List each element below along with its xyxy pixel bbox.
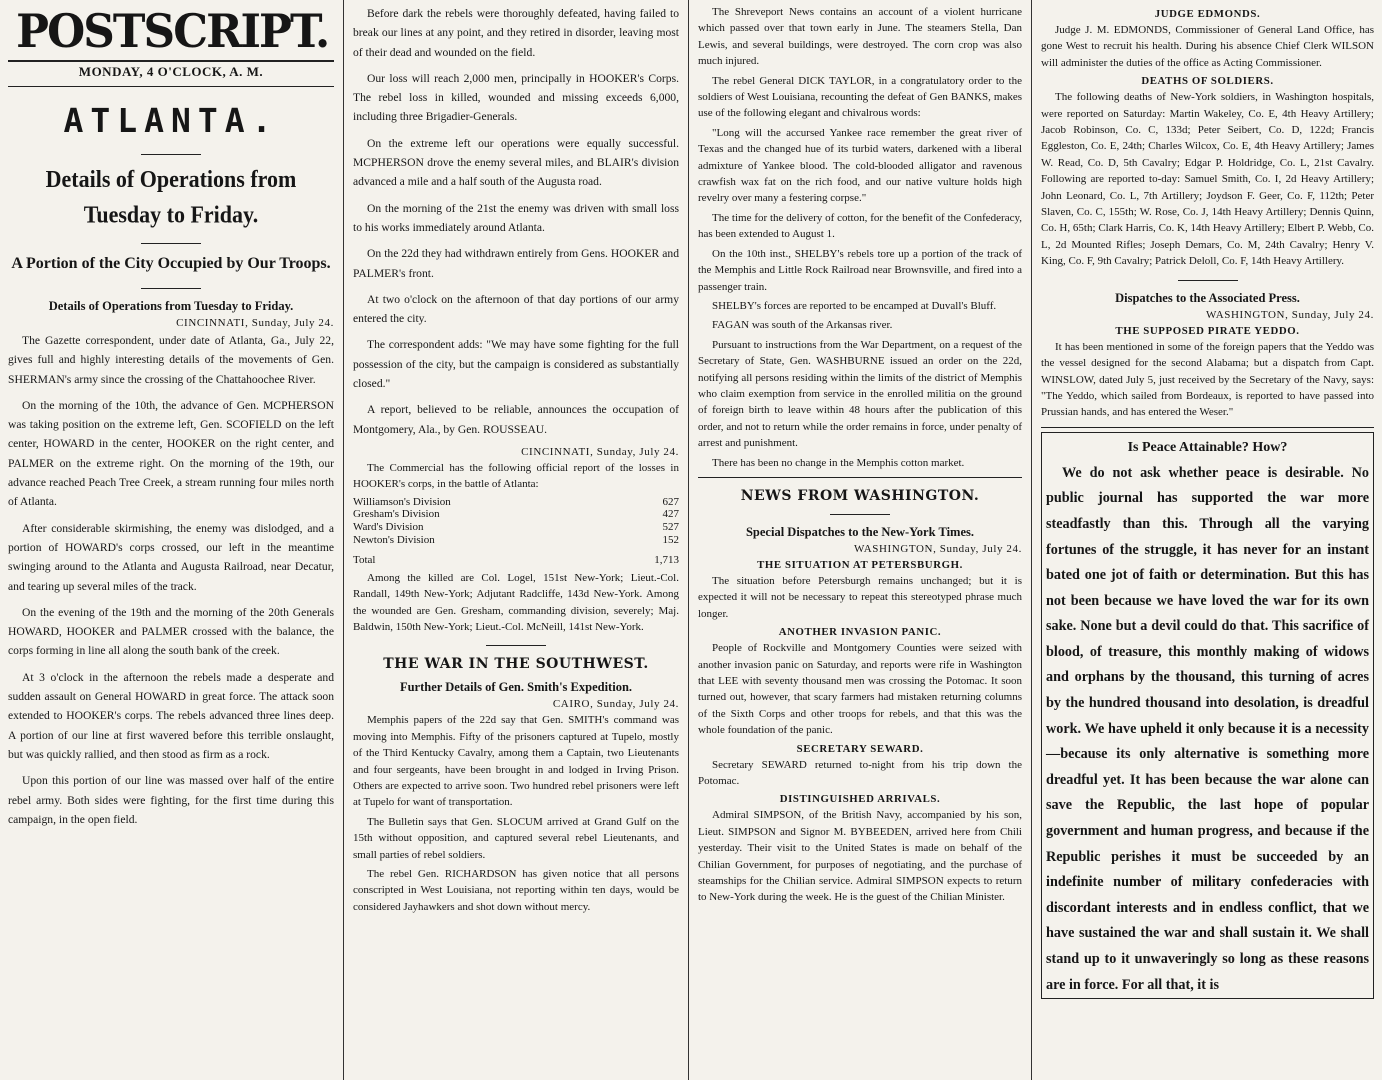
paragraph: The time for the delivery of cotton, for the benefit of the Confederacy, has been extended to August 1.: [698, 211, 1022, 241]
dateline: CAIRO, Sunday, July 24.: [552, 698, 679, 711]
deck-operations: Details of Operations from Tuesday to Friday.: [45, 165, 297, 228]
divider: [141, 288, 201, 289]
total-label: Total: [353, 554, 376, 567]
divider: [141, 243, 201, 244]
column-rule: [343, 0, 344, 1080]
column-4: [1033, 0, 1382, 1080]
paragraph: A report, believed to be reliable, announces the occupation of Montgomery, Ala., by Gen. ROUSSEAU.: [353, 403, 679, 436]
paragraph: At two o'clock on the afternoon of that day portions of our army entered the city.: [353, 292, 679, 326]
paragraph: Our loss will reach 2,000 men, principally in HOOKER's Corps. The rebel loss in killed, wounded and missing exceeds 6,000, including three Brigadier-Generals.: [353, 71, 679, 124]
divider: [698, 477, 1022, 478]
headline-southwest: THE WAR IN THE SOUTHWEST.: [383, 656, 649, 673]
column-rule: [688, 0, 689, 1080]
loss-row: [353, 521, 679, 534]
paragraph: Upon this portion of our line was massed over half of the entire rebel army. Both sides were fighting, for the first time during this campaign, in the open field.: [8, 774, 334, 826]
paragraph: Memphis papers of the 22d say that Gen. SMITH's command was moving into Memphis. Fifty of the prisoners captured at Tupelo, mostly of the Third Kentucky Cavalry, among them a Captain, two Lieutenants and four sergeants, have been brought in and lodged in Irving Prison. Others are expected to arrive soon. Two hundred rebel prisoners were left at Tupelo for want of transportation.: [353, 714, 679, 809]
section-heading: THE SITUATION AT PETERSBURGH.: [757, 558, 963, 571]
divider: [486, 645, 546, 646]
paragraph: People of Rockville and Montgomery Counties were seized with another invasion panic on Saturday, and reports were rife in Washington that LEE with seventy thousand men was crossing the Potomac. It soon turned out, however, that scary farmers had mistaken returning columns of the Sixth Corps and other troops for rebels, and that this was the whole foundation of the panic.: [698, 642, 1022, 737]
editorial-box: [1041, 432, 1374, 999]
editorial-title: Is Peace Attainable? How?: [1127, 439, 1288, 455]
paragraph: After considerable skirmishing, the enemy was dislodged, and a portion of HOWARD's corps crossed, our left in the meantime swinging around to the Atlanta and Augusta Railroad, near Decatur, and tearing up several miles of the track.: [8, 521, 334, 593]
loss-count: 627: [662, 495, 679, 508]
deck-city-occupied: A Portion of the City Occupied by Our Troops.: [11, 255, 331, 272]
paragraph: There has been no change in the Memphis cotton market.: [712, 456, 965, 469]
paragraph: On the evening of the 19th and the morning of the 20th Generals HOWARD, HOOKER and PALMER crossed with the balance, the corps forming in line all along the south bank of the creek.: [8, 605, 334, 658]
masthead-title: POSTSCRIPT.: [16, 4, 329, 58]
paragraph: The Commercial has the following official report of the losses in HOOKER's corps, in the battle of Atlanta:: [353, 461, 679, 491]
division-name: Newton's Division: [353, 533, 435, 546]
paragraph: On the 22d they had withdrawn entirely from Gens. HOOKER and PALMER's front.: [353, 247, 679, 280]
loss-row: [353, 496, 679, 509]
paragraph: Among the killed are Col. Logel, 151st New-York; Lieut.-Col. Randall, 149th New-York; Adjutant Radcliffe, 143d New-York. Among the wounded are Gen. Gresham, commanding division, severely; Maj. Baldwin, 150th New-York; Lieut.-Col. McNeill, 141st New-York.: [353, 571, 679, 633]
loss-count: 427: [662, 508, 679, 521]
dateline: WASHINGTON, Sunday, July 24.: [1205, 308, 1374, 321]
subhead-special-dispatches: Special Dispatches to the New-York Times.: [745, 524, 974, 539]
editorial-paragraph: We do not ask whether peace is desirable. No public journal has supported the war more steadfastly than this. Through all the varying fortunes of the struggle, it has never for an instant bated one jot of faith or determination. But this has not been because we have loved the war for its own sake. None but a devil could do that. This sacrifice of blood, of treasure, this monthly making of widows and orphans by the thousand, this turning of acres by the hundred thousand into desolation, is dreadful work. We have upheld it only because it is a necessity—because its only alternative is something more dreadful yet. It has been because the war alone can save the Republic, the last hope of popular government and human progress, and because if the Republic perishes it must be succeeded by an indefinite number of military confederacies with discordant interests and in endless conflict, that we have sustained the war and shall sustain it. We shall stand up to it unwaveringly so long as these reasons are in force. For all that, it is: [1046, 464, 1369, 993]
section-heading: DEATHS OF SOLDIERS.: [1141, 75, 1274, 88]
loss-total-row: [353, 554, 679, 567]
paragraph: The Shreveport News contains an account of a violent hurricane which passed over that town early in June. The steamers Stella, Dan Lewis, and several buildings, were destroyed. The corn crop was also much injured.: [698, 6, 1022, 68]
paragraph: The Gazette correspondent, under date of Atlanta, Ga., July 22, gives full and highly interesting details of the movements of Gen. SHERMAN's army since the crossing of the Chattahoochee River.: [8, 334, 334, 386]
paragraph: The Bulletin says that Gen. SLOCUM arrived at Grand Gulf on the 15th without opposition, and captured several rebel Lieutenants, and small parties of rebel soldiers.: [353, 815, 679, 861]
division-name: Gresham's Division: [353, 508, 440, 521]
divider: [1041, 427, 1374, 428]
paragraph: On the morning of the 21st the enemy was driven with small loss to his works immediately around Atlanta.: [353, 201, 679, 234]
paragraph: "Long will the accursed Yankee race remember the great river of Texas and the changed hue of its turbid waters, darkened with a liberal admixture of Yankee blood. The cold-blooded alligator and ravenous crawfish wax fat on the rich food, and our native vulture holds high revelry over many a festering corpse.": [698, 126, 1022, 205]
headline-atlanta: ATLANTA.: [63, 101, 279, 140]
paragraph: The rebel General DICK TAYLOR, in a congratulatory order to the soldiers of West Louisiana, recounting the defeat of Gen BANKS, makes use of the following elegant and chivalrous words:: [698, 74, 1022, 120]
divider: [830, 514, 890, 515]
paragraph: Judge J. M. EDMONDS, Commissioner of General Land Office, has gone West to recruit his health. During his absence Chief Clerk WILSON will administer the duties of the office as Acting Commissioner.: [1041, 24, 1374, 69]
paragraph: Secretary SEWARD returned to-night from his trip down the Potomac.: [698, 758, 1022, 788]
section-heading: SECRETARY SEWARD.: [796, 742, 924, 755]
paragraph: On the 10th inst., SHELBY's rebels tore up a portion of the track of the Memphis and Little Rock Railroad near Brownsville, and fired into a passenger train.: [698, 247, 1022, 293]
loss-count: 527: [662, 520, 679, 533]
paragraph: At 3 o'clock in the afternoon the rebels made a desperate and sudden assault on General HOWARD in great force. The attack soon extended to HOOKER's corps. The rebels advanced three lines deep. A portion of our line at first wavered before this terrible onslaught, but was quickly rallied, and then stood as firm as a rock.: [8, 670, 334, 761]
loss-row: [353, 508, 679, 521]
paragraph: On the extreme left our operations were equally successful. MCPHERSON drove the enemy several miles, and BLAIR's division advanced a mile and a half south of the Augusta road.: [353, 136, 679, 189]
column-3: [690, 0, 1030, 1080]
column-1: [0, 0, 342, 1080]
loss-table: [353, 496, 679, 567]
paragraph: Pursuant to instructions from the War Department, on a request of the Secretary of State, Gen. WASHBURNE issued an order on the 22d, notifying all persons residing within the limits of the district of Memphis who claim exemption from service in the enrolled militia on the ground of foreign birth to leave within 48 hours after the publication of this order, and not to return while the order remains in force, under penalty of arrest and punishment.: [698, 338, 1022, 450]
division-name: Williamson's Division: [353, 495, 451, 508]
divider: [1178, 280, 1238, 281]
section-heading: JUDGE EDMONDS.: [1154, 8, 1261, 20]
paragraph: Admiral SIMPSON, of the British Navy, accompanied by his son, Lieut. SIMPSON and Signor M. BYBEEDEN, arrived here from Chili yesterday. Their visit to the United States is made on behalf of the Chilian Government, for purposes of negotiating, and the purchase of steamships for the Chilian service. Admiral SIMPSON expects to return to New-York during the week. He is the guest of the Chilian Minister.: [698, 809, 1022, 904]
dateline: WASHINGTON, Sunday, July 24.: [853, 542, 1022, 555]
column-rule: [1031, 0, 1032, 1080]
division-name: Ward's Division: [353, 520, 424, 533]
subhead-smith: Further Details of Gen. Smith's Expedition.: [399, 680, 633, 695]
divider: [141, 154, 201, 155]
section-heading: ANOTHER INVASION PANIC.: [778, 626, 942, 639]
loss-row: [353, 534, 679, 547]
paragraph: It has been mentioned in some of the foreign papers that the Yeddo was the vessel designed for the second Alabama; but a dispatch from Capt. WINSLOW, dated July 5, just received by the Secretary of the Navy, says: "The Yeddo, which sailed from Bordeaux, is reported to have passed into Prussian hands, and has entered the Weser.": [1041, 340, 1374, 419]
subhead-details: Details of Operations from Tuesday to Friday.: [48, 299, 294, 313]
dateline: CINCINNATI, Sunday, July 24.: [176, 317, 334, 329]
paragraph: On the morning of the 10th, the advance of Gen. MCPHERSON was taking position on the extreme left, Gen. SCOFIELD on the left center, HOWARD in the center, HOOKER on the right center, and PALMER on the extreme right. On the morning of the 19th, our advance reached Peach Tree Creek, a stream running four miles north of Atlanta.: [8, 398, 334, 509]
total-value: 1,713: [654, 554, 679, 567]
paragraph: Before dark the rebels were thoroughly defeated, having failed to break our lines at any point, and they retired in disorder, leaving most of their dead and wounded on the field.: [353, 7, 679, 59]
paragraph: SHELBY's forces are reported to be encamped at Duvall's Bluff.: [712, 299, 997, 312]
paragraph: The rebel Gen. RICHARDSON has given notice that all persons conscripted in West Louisiana, not reporting within ten days, would be considered Jayhawkers and shot down without mercy.: [353, 868, 679, 913]
paragraph: The situation before Petersburgh remains unchanged; but it is expected it will not be necessary to repeat this stereotyped phrase much longer.: [698, 574, 1022, 620]
section-heading: THE SUPPOSED PIRATE YEDDO.: [1115, 324, 1300, 337]
subhead-associated-press: Dispatches to the Associated Press.: [1115, 290, 1300, 305]
loss-count: 152: [662, 533, 679, 546]
paragraph: FAGAN was south of the Arkansas river.: [712, 319, 893, 332]
edition-line: MONDAY, 4 O'CLOCK, A. M.: [8, 60, 334, 87]
paragraph: The following deaths of New-York soldiers, in Washington hospitals, were reported on Saturday: Martin Wakeley, Co. E, 4th Heavy Artillery; Jacob Robinson, Co. C, 133d; Peter Seibert, Co. D, 122d; Francis Eggleston, Co. E, 24th; Charles Wilcox, Co. E, 4th Heavy Artillery; James W. Read, Co. D, 5th Cavalry; Edgar P. Holdridge, Co. L, 21st Cavalry. Following are reported to-day: Samuel Smith, Co. I, 2d Heavy Artillery; John Leonard, Co. L, 7th Artillery; Joydson F. Geer, Co. F, 112th; Peter Slaven, Co. C, 155th; W. Rose, Co. J, 14th Heavy Artillery; Dennis Quinn, Co. H, 65th; Clark Harris, Co. K, 14th Heavy Artillery; Elbert P. Webb, Co. L, 2d Mounted Rifles; Joseph Demars, Co. M, 24th Cavalry; Henry V. King, Co. F, 9th Cavalry; Patrick Deloll, Co. F, 14th Heavy Artillery.: [1041, 91, 1374, 268]
section-heading: DISTINGUISHED ARRIVALS.: [779, 793, 941, 806]
column-2: [345, 0, 687, 1080]
dateline: CINCINNATI, Sunday, July 24.: [521, 445, 679, 458]
headline-washington: NEWS FROM WASHINGTON.: [740, 487, 980, 504]
paragraph: The correspondent adds: "We may have some fighting for the full possession of the city, but the campaign is considered as substantially closed.": [353, 338, 679, 391]
